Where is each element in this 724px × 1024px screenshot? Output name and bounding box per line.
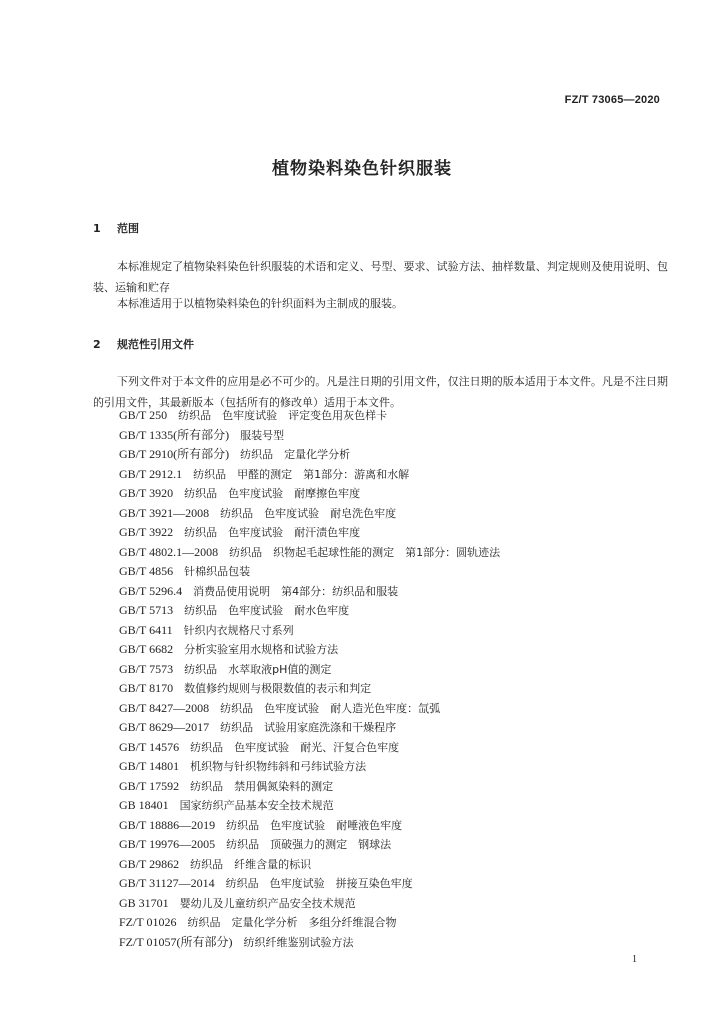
reference-code: GB/T 19976—2005 <box>119 837 216 851</box>
reference-title: 纺织品 水萃取液pH值的测定 <box>184 662 332 676</box>
reference-code: GB/T 250 <box>119 408 168 422</box>
reference-code: GB/T 29862 <box>119 856 180 871</box>
reference-code: GB 18401 <box>119 798 169 812</box>
reference-code: GB/T 2912.1 <box>119 466 183 481</box>
reference-title: 国家纺织产品基本安全技术规范 <box>179 799 334 812</box>
reference-code: GB/T 7573 <box>119 661 174 676</box>
reference-title: 纺织品 色牢度试验 拼接互染色牢度 <box>225 877 413 890</box>
reference-title: 纺织品 定量化学分析 多组分纤维混合物 <box>187 916 397 929</box>
reference-code: GB/T 6411 <box>119 622 173 637</box>
reference-title: 纺织品 色牢度试验 耐光、汗复合色牢度 <box>190 740 400 754</box>
reference-code: GB/T 3920 <box>119 486 174 500</box>
reference-code: GB/T 5713 <box>119 603 174 617</box>
reference-title: 纺织品 色牢度试验 耐汗渍色牢度 <box>184 526 361 539</box>
section-heading-normative-references <box>93 336 194 352</box>
reference-item <box>119 484 500 504</box>
reference-item <box>119 465 500 485</box>
reference-title: 数值修约规则与极限数值的表示和判定 <box>184 682 372 695</box>
reference-title: 纺织品 纤维含量的标识 <box>190 857 312 871</box>
reference-item <box>119 796 500 816</box>
reference-title: 纺织品 色牢度试验 耐人造光色牢度：氙弧 <box>220 701 441 715</box>
reference-item <box>119 816 500 836</box>
reference-item <box>119 894 500 914</box>
reference-title: 纺织品 顶破强力的测定 钢球法 <box>226 838 392 851</box>
reference-title: 纺织品 色牢度试验 评定变色用灰色样卡 <box>178 409 388 422</box>
reference-code: GB/T 18886—2019 <box>119 817 216 832</box>
reference-list <box>119 406 500 952</box>
reference-item <box>119 406 500 426</box>
reference-code: GB/T 14801 <box>119 759 180 773</box>
reference-code: GB/T 31127—2014 <box>119 876 215 890</box>
reference-code: GB/T 8427—2008 <box>119 700 210 715</box>
reference-item <box>119 718 500 738</box>
standard-number: FZ/T 73065—2020 <box>564 94 660 106</box>
reference-item <box>119 543 500 563</box>
reference-item <box>119 913 500 933</box>
reference-item <box>119 445 500 465</box>
reference-code: GB/T 4856 <box>119 564 174 578</box>
reference-item <box>119 601 500 621</box>
reference-item <box>119 699 500 719</box>
reference-code: GB/T 5296.4 <box>119 583 183 598</box>
section-number: 2 <box>93 338 101 351</box>
reference-item <box>119 679 500 699</box>
reference-title: 婴幼儿及儿童纺织产品安全技术规范 <box>179 896 356 910</box>
reference-item <box>119 777 500 797</box>
reference-item <box>119 504 500 524</box>
reference-title: 纺织品 定量化学分析 <box>240 448 351 461</box>
reference-title: 消费品使用说明 第4部分：纺织品和服装 <box>193 584 399 598</box>
reference-item <box>119 660 500 680</box>
reference-item <box>119 621 500 641</box>
reference-code: GB/T 8170 <box>119 681 174 695</box>
section-heading-scope <box>93 220 139 236</box>
reference-title: 纺织品 甲醛的测定 第1部分：游离和水解 <box>193 467 410 481</box>
reference-code: GB/T 4802.1—2008 <box>119 544 219 559</box>
reference-title: 机织物与针织物纬斜和弓纬试验方法 <box>190 760 367 773</box>
reference-item <box>119 933 500 953</box>
section-number: 1 <box>93 222 101 235</box>
reference-item <box>119 523 500 543</box>
section-title: 规范性引用文件 <box>117 338 194 351</box>
reference-code: GB 31701 <box>119 895 169 910</box>
reference-code: GB/T 17592 <box>119 778 180 793</box>
reference-title: 纺织品 色牢度试验 耐唾液色牢度 <box>226 818 403 832</box>
section-title: 范围 <box>117 222 139 235</box>
reference-code: GB/T 8629—2017 <box>119 720 210 734</box>
reference-title: 针织内衣规格尺寸系列 <box>183 623 294 637</box>
reference-code: GB/T 1335(所有部分) <box>119 427 230 442</box>
reference-title: 服装号型 <box>240 428 285 442</box>
scope-paragraph: 本标准规定了植物染料染色针织服装的术语和定义、号型、要求、试验方法、抽样数量、判定规则及使用说明、包装、运输和贮存 <box>93 260 668 294</box>
reference-item <box>119 738 500 758</box>
reference-code: GB/T 3922 <box>119 525 174 539</box>
document-title: 植物染料染色针织服装 <box>272 159 452 179</box>
references-intro-paragraph: 下列文件对于本文件的应用是必不可少的。凡是注日期的引用文件，仅注日期的版本适用于本文件。凡是不注日期的引用文件，其最新版本（包括所有的修改单）适用于本文件。 <box>93 375 668 409</box>
reference-item <box>119 855 500 875</box>
reference-title: 纺织品 色牢度试验 耐摩擦色牢度 <box>184 487 361 500</box>
reference-item <box>119 874 500 894</box>
reference-title: 纺织品 织物起毛起球性能的测定 第1部分：圆轨迹法 <box>229 545 501 559</box>
reference-title: 纺织品 禁用偶氮染料的测定 <box>190 779 334 793</box>
reference-code: GB/T 6682 <box>119 642 174 656</box>
reference-item <box>119 562 500 582</box>
reference-title: 针棉织品包装 <box>184 565 251 578</box>
reference-code: GB/T 14576 <box>119 739 180 754</box>
applicability-paragraph: 本标准适用于以植物染料染色的针织面料为主制成的服装。 <box>117 297 403 310</box>
reference-item <box>119 640 500 660</box>
reference-code: FZ/T 01026 <box>119 915 177 929</box>
reference-code: GB/T 3921—2008 <box>119 505 210 520</box>
reference-item <box>119 835 500 855</box>
reference-item <box>119 582 500 602</box>
reference-title: 纺织品 色牢度试验 耐皂洗色牢度 <box>220 506 397 520</box>
reference-title: 纺织纤维鉴别试验方法 <box>243 935 354 949</box>
reference-title: 分析实验室用水规格和试验方法 <box>184 643 339 656</box>
reference-code: FZ/T 01057(所有部分) <box>119 934 233 949</box>
page-number: 1 <box>632 954 637 965</box>
reference-code: GB/T 2910(所有部分) <box>119 447 230 461</box>
reference-item <box>119 757 500 777</box>
reference-title: 纺织品 试验用家庭洗涤和干燥程序 <box>220 721 397 734</box>
reference-item <box>119 426 500 446</box>
reference-title: 纺织品 色牢度试验 耐水色牢度 <box>184 604 350 617</box>
